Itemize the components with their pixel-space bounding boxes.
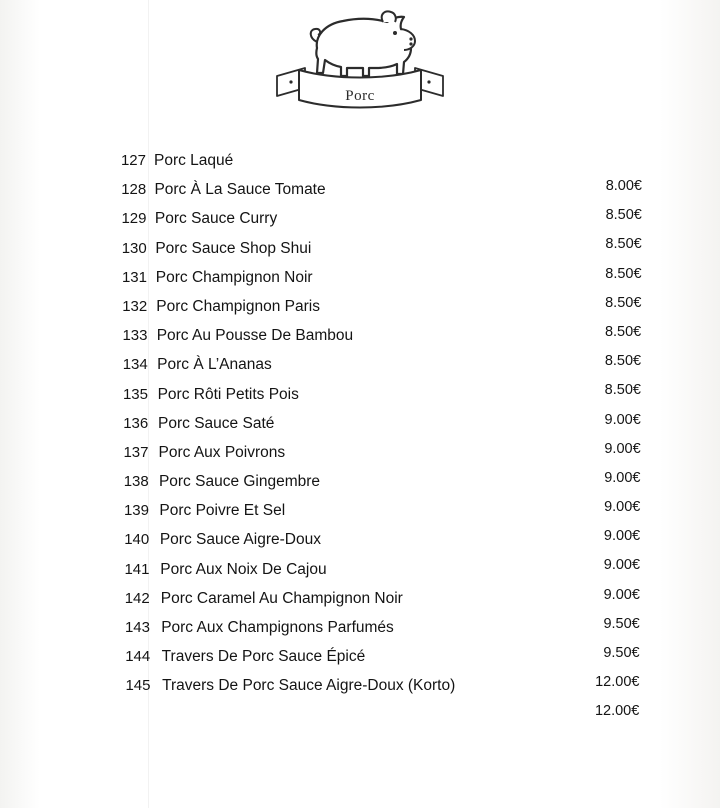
menu-item-price: 9.00€ — [603, 557, 641, 574]
menu-item-price: 9.00€ — [604, 411, 641, 428]
menu-item-price: 8.50€ — [604, 353, 642, 370]
menu-item-name: Porc Aux Noix De Cajou — [160, 560, 327, 578]
menu-item-number: 142 — [124, 589, 150, 607]
menu-item-price: 12.00€ — [595, 674, 640, 691]
menu-header — [0, 0, 720, 128]
menu-item-number: 143 — [124, 619, 150, 636]
menu-item-number: 145 — [125, 677, 151, 695]
menu-item-name: Porc À L’Ananas — [157, 356, 272, 374]
menu-item-name: Porc Sauce Gingembre — [158, 473, 321, 491]
menu-item-price: 8.50€ — [605, 207, 642, 224]
menu-item-row — [0, 677, 720, 720]
menu-item-number: 133 — [122, 327, 148, 345]
menu-item-name: Porc Aux Poivrons — [158, 443, 286, 461]
menu-item-price: 9.00€ — [603, 528, 641, 545]
menu-item-price: 9.50€ — [603, 615, 640, 632]
menu-item-name: Porc Sauce Curry — [154, 210, 278, 228]
menu-item-number: 128 — [121, 181, 147, 199]
menu-item-name: Travers De Porc Sauce Aigre-Doux (Korto) — [162, 677, 456, 695]
menu-item-name: Porc Caramel Au Champignon Noir — [160, 589, 403, 607]
menu-item-name: Porc Rôti Petits Pois — [157, 385, 299, 403]
menu-item-number: 137 — [123, 443, 149, 461]
menu-item-name: Porc Aux Champignons Parfumés — [161, 619, 394, 636]
menu-item-number: 130 — [121, 239, 147, 257]
pig-on-banner-icon — [265, 2, 455, 124]
menu-item-number: 131 — [121, 268, 147, 286]
menu-item-price: 8.50€ — [605, 236, 642, 253]
menu-item-name: Travers De Porc Sauce Épicé — [161, 648, 366, 666]
menu-item-name: Porc Champignon Noir — [155, 268, 313, 286]
menu-item-number: 138 — [123, 473, 149, 491]
section-title: Porc — [345, 88, 375, 104]
menu-item-price: 8.50€ — [605, 265, 642, 282]
menu-item-price: 9.50€ — [603, 645, 640, 661]
menu-item-number: 141 — [124, 560, 150, 578]
menu-item-name: Porc Laqué — [154, 152, 234, 169]
menu-item-name: Porc Poivre Et Sel — [159, 502, 286, 520]
menu-item-number: 127 — [120, 152, 146, 169]
menu-item-list — [0, 152, 720, 720]
menu-item-name: Porc Sauce Saté — [158, 414, 275, 432]
menu-item-name: Porc Sauce Shop Shui — [155, 239, 312, 257]
menu-item-price: 9.00€ — [603, 586, 640, 603]
menu-item-price: 8.50€ — [604, 323, 642, 340]
menu-item-number: 129 — [121, 210, 147, 228]
menu-item-number: 135 — [122, 385, 148, 403]
menu-item-number: 132 — [122, 297, 148, 315]
menu-item-price: 8.00€ — [605, 178, 642, 194]
menu-item-name: Porc À La Sauce Tomate — [154, 181, 326, 199]
menu-item-number: 144 — [125, 648, 151, 666]
menu-item-price: 8.50€ — [605, 294, 642, 311]
menu-item-number: 140 — [124, 531, 150, 549]
menu-item-price: 9.00€ — [604, 469, 641, 486]
menu-item-price: 9.00€ — [604, 499, 641, 516]
menu-item-number: 136 — [123, 414, 149, 432]
menu-item-number: 134 — [122, 356, 148, 374]
menu-item-number: 139 — [123, 502, 149, 520]
menu-item-name: Porc Sauce Aigre-Doux — [159, 531, 321, 549]
menu-item-name: Porc Champignon Paris — [156, 297, 320, 315]
menu-item-price: 12.00€ — [594, 703, 640, 720]
menu-item-price: 9.00€ — [604, 440, 641, 457]
menu-item-price: 8.50€ — [604, 382, 641, 399]
menu-item-name: Porc Au Pousse De Bambou — [156, 327, 354, 345]
